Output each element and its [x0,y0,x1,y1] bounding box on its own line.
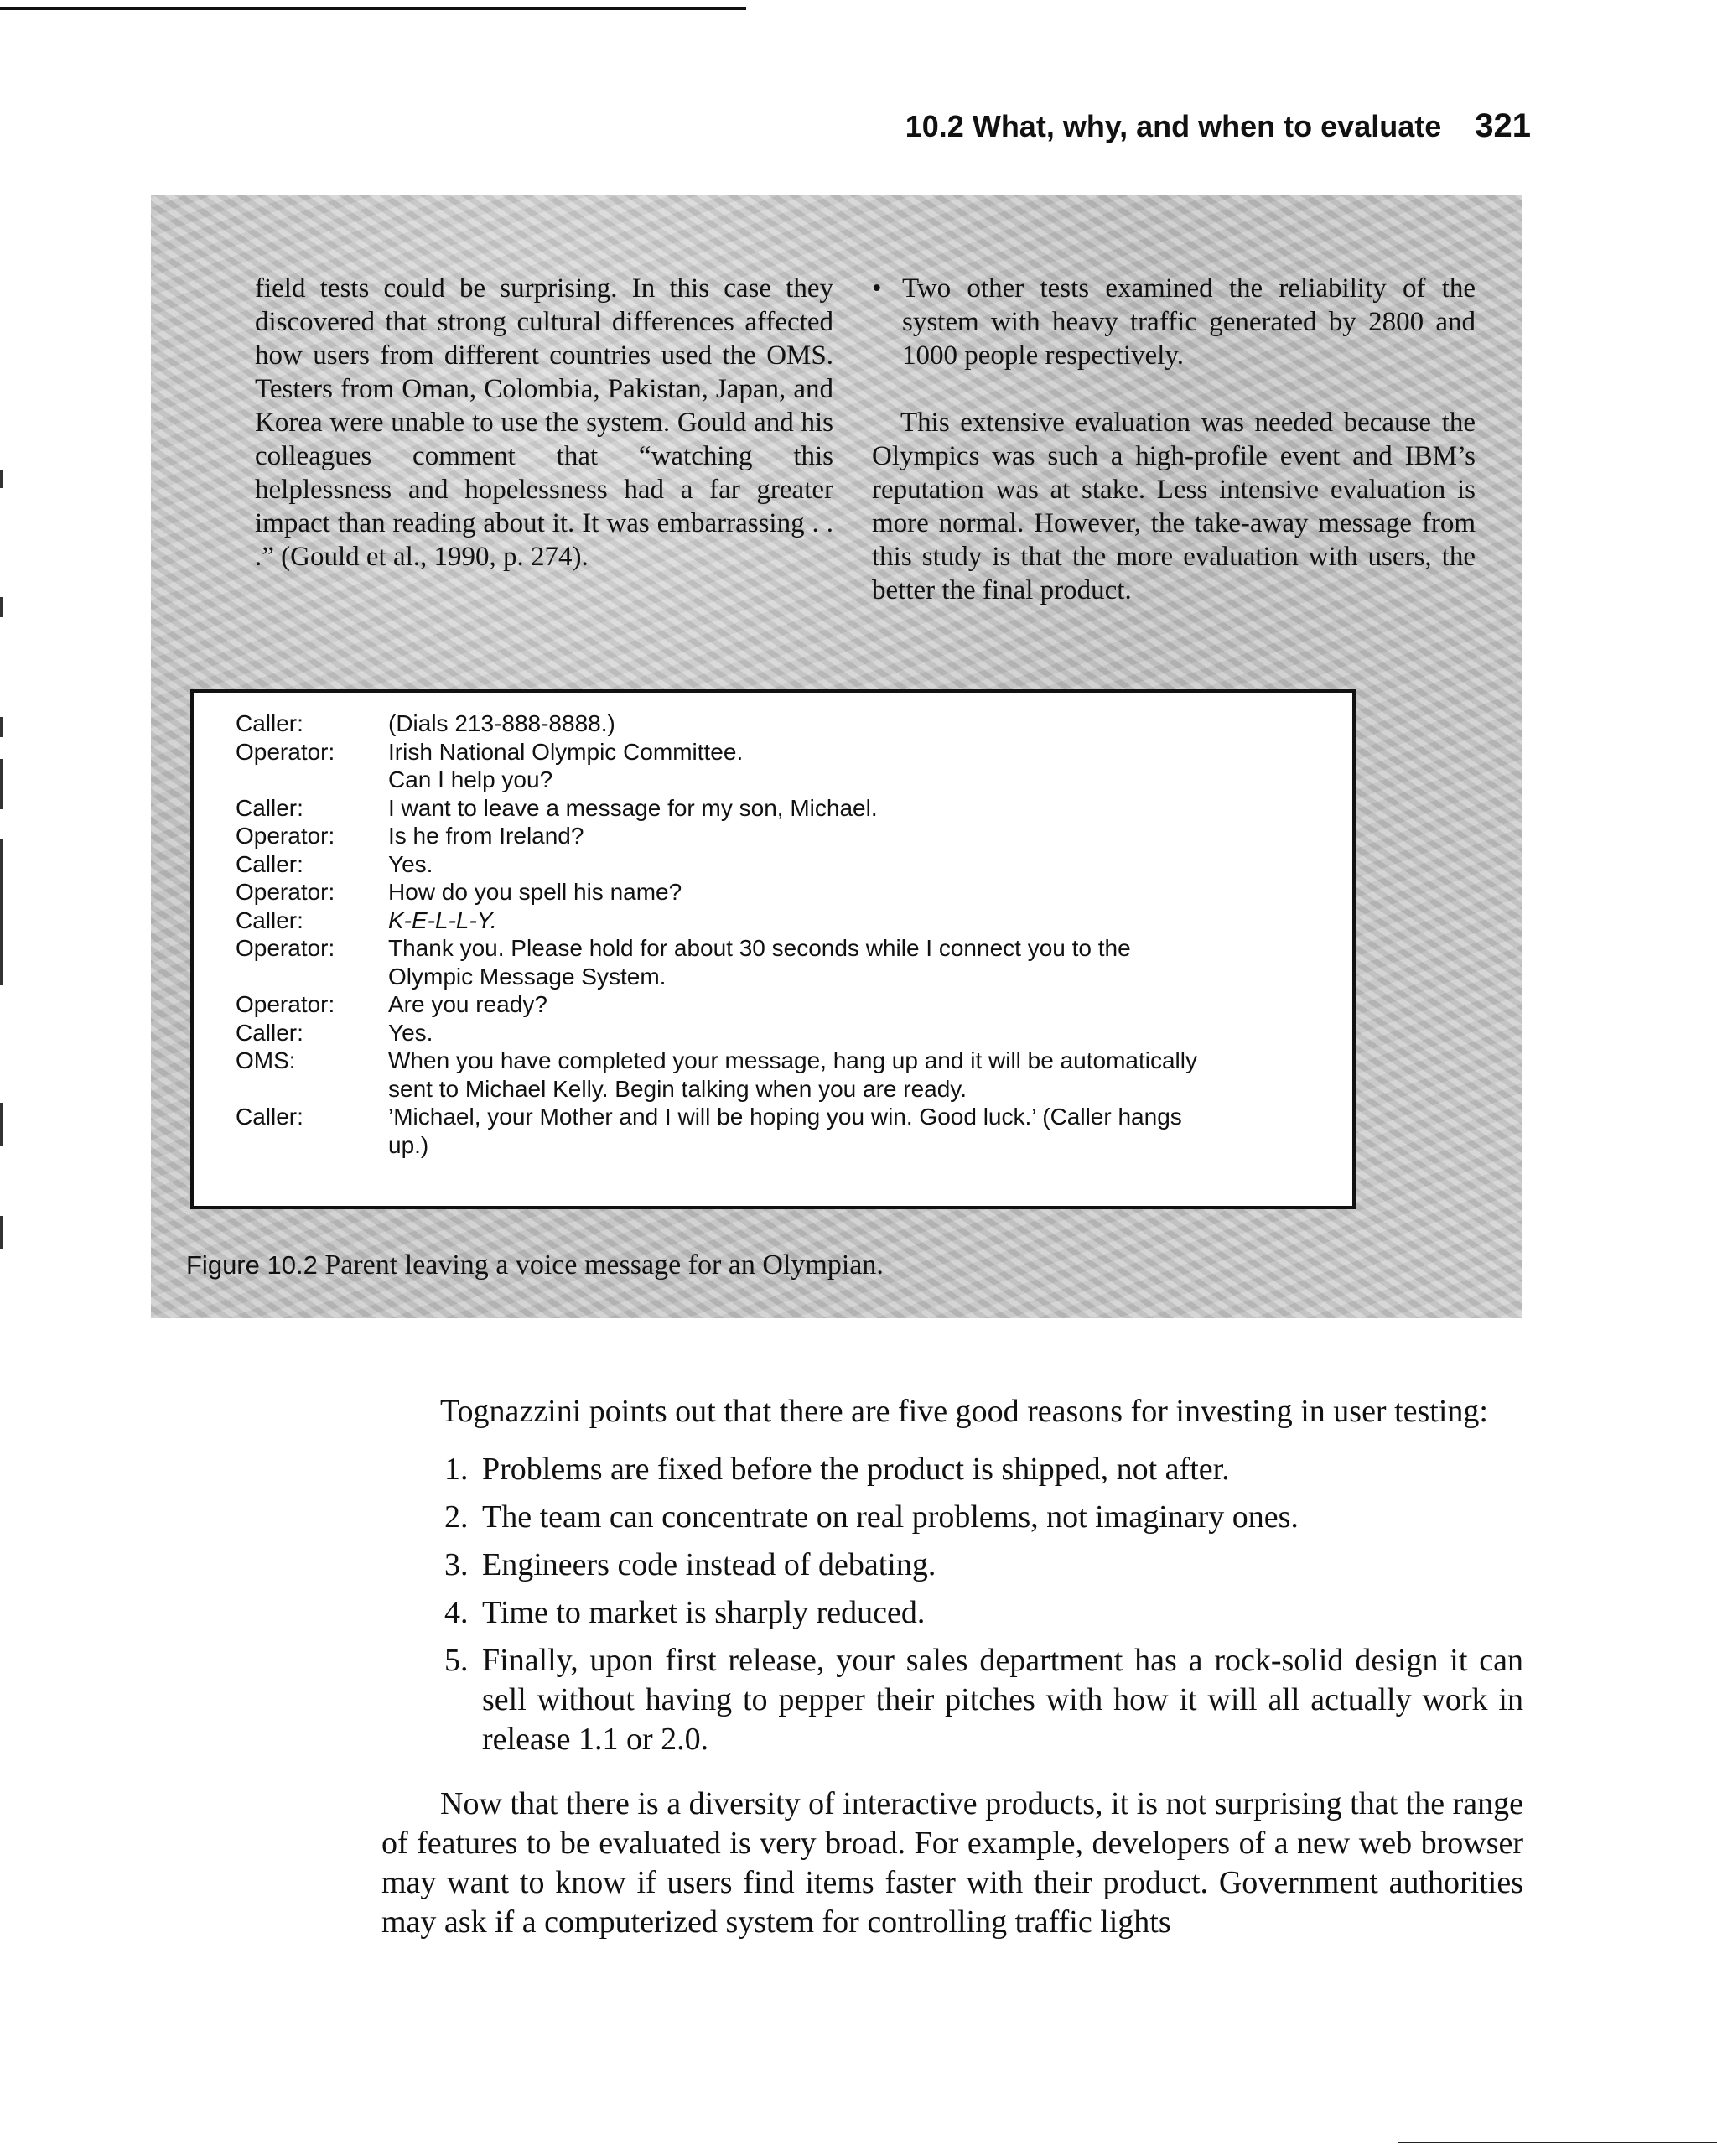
dialogue-line: K-E-L-L-Y. [388,907,497,933]
dialogue-line: Can I help you? [388,766,553,792]
dialogue-speaker [236,766,388,794]
panel-right-column [872,272,1476,607]
margin-tick [0,1103,3,1146]
margin-tick [0,759,3,809]
dialogue-row [236,738,1310,766]
dialogue-line: Irish National Olympic Committee. [388,738,744,765]
page-number: 321 [1475,107,1531,144]
reasons-list [381,1450,1523,1759]
dialogue-line: (Dials 213-888-8888.) [388,710,615,736]
dialogue-row [236,1075,1310,1104]
top-rule [0,7,746,10]
figure-panel [151,195,1522,1318]
figure-label: Figure 10.2 [186,1250,318,1280]
dialogue-speaker: Operator: [236,935,335,961]
margin-tick [0,839,3,985]
dialogue-line: ’Michael, your Mother and I will be hoping you win. Good luck.’ (Caller hangs [388,1104,1182,1130]
dialogue-speaker: Operator: [236,823,335,849]
bullet-item [872,272,1476,372]
dialogue-row [236,990,1310,1019]
bullet-glyph: • [872,273,882,304]
dialogue-row [236,1047,1310,1075]
dialogue-line: When you have completed your message, hang up and it will be automatically [388,1047,1197,1073]
bullet-text: Two other tests examined the reliability of the system with heavy traffic generated by 2800 and 1000 people respectively. [902,273,1476,371]
dialogue-speaker: Operator: [236,738,335,765]
dialogue-line: How do you spell his name? [388,879,682,905]
figure-caption [186,1249,884,1281]
margin-tick [0,597,3,617]
dialogue-row [236,1131,1310,1160]
margin-tick [0,717,3,737]
list-item-number: 3. [444,1547,469,1582]
dialogue-row [236,709,1310,738]
list-item-text: Finally, upon first release, your sales department has a rock-solid design it can sell without having to pepper their pitches with how it will all actually work in release 1.1 or 2.0. [482,1643,1523,1757]
list-item-number: 2. [444,1499,469,1535]
dialogue-row [236,850,1310,879]
dialogue-row [236,1103,1310,1131]
panel-right-paragraph: This extensive evaluation was needed because the Olympics was such a high-profile event and IBM’s reputation was at stake. Less intensive evaluation is more normal. However, the take-away message from this study is that the more evaluation with users, the better the final product. [872,408,1476,605]
dialogue-speaker: Caller: [236,1104,303,1130]
dialogue-line: I want to leave a message for my son, Michael. [388,794,878,821]
list-item-number: 4. [444,1595,469,1630]
dialogue-speaker [236,1075,388,1104]
panel-left-column [255,272,833,574]
dialogue-row [236,878,1310,907]
bottom-rule [1398,2142,1717,2143]
dialogue-line: Olympic Message System. [388,963,667,990]
dialogue-speaker: Caller: [236,907,303,933]
dialogue-line: Is he from Ireland? [388,823,584,849]
closing-paragraph: Now that there is a diversity of interactive products, it is not surprising that the range of features to be evaluated is very broad. For example, developers of a new web browser may want to know if users find items faster with their product. Government authorities may ask if a computerized system for controlling traffic lights [381,1786,1523,1940]
dialogue-line: Thank you. Please hold for about 30 seconds while I connect you to the [388,935,1131,961]
list-item [444,1641,1523,1759]
intro-paragraph: Tognazzini points out that there are five good reasons for investing in user testing: [440,1394,1488,1429]
dialogue-line: sent to Michael Kelly. Begin talking when you are ready. [388,1075,967,1102]
list-item-number: 5. [444,1643,469,1678]
dialogue-line: up.) [388,1131,429,1158]
list-item-text: Time to market is sharply reduced. [482,1595,926,1630]
dialogue-speaker: Caller: [236,710,303,736]
dialogue-row [236,934,1310,963]
panel-left-paragraph: field tests could be surprising. In this case they discovered that strong cultural differences affected how users from different countries used the OMS. Testers from Oman, Colombia, Pakistan, Japan, and Korea were unable to use the system. Gould and his colleagues comment that “watching this helplessness and hopelessness had a far greater impact than reading about it. It was embarrassing . . .” (Gould et al., 1990, p. 274). [255,273,833,572]
list-item-text: Engineers code instead of debating. [482,1547,936,1582]
dialogue-row [236,963,1310,991]
dialogue-line: Are you ready? [388,991,547,1017]
dialogue-row [236,822,1310,850]
dialogue-box [190,689,1356,1209]
margin-tick [0,1216,3,1249]
dialogue-speaker [236,963,388,991]
list-item [444,1498,1523,1537]
dialogue-row [236,794,1310,823]
list-item-text: The team can concentrate on real problems, not imaginary ones. [482,1499,1299,1535]
section-title: 10.2 What, why, and when to evaluate [905,109,1442,143]
dialogue-speaker: OMS: [236,1047,296,1073]
list-item [444,1546,1523,1585]
dialogue-speaker [236,1131,388,1160]
figure-caption-text: Parent leaving a voice message for an Olympian. [324,1249,884,1281]
list-item-text: Problems are fixed before the product is shipped, not after. [482,1452,1230,1487]
dialogue-speaker: Caller: [236,1019,303,1046]
dialogue-speaker: Operator: [236,879,335,905]
dialogue-row [236,766,1310,794]
body-text [381,1392,1523,1942]
margin-tick [0,470,3,488]
dialogue-speaker: Caller: [236,850,303,877]
dialogue-speaker: Caller: [236,794,303,821]
dialogue-row [236,907,1310,935]
dialogue-line: Yes. [388,1019,433,1046]
list-item-number: 1. [444,1452,469,1487]
list-item [444,1450,1523,1489]
running-head [905,107,1531,145]
dialogue-line: Yes. [388,850,433,877]
list-item [444,1593,1523,1633]
dialogue-speaker: Operator: [236,991,335,1017]
dialogue-row [236,1019,1310,1047]
